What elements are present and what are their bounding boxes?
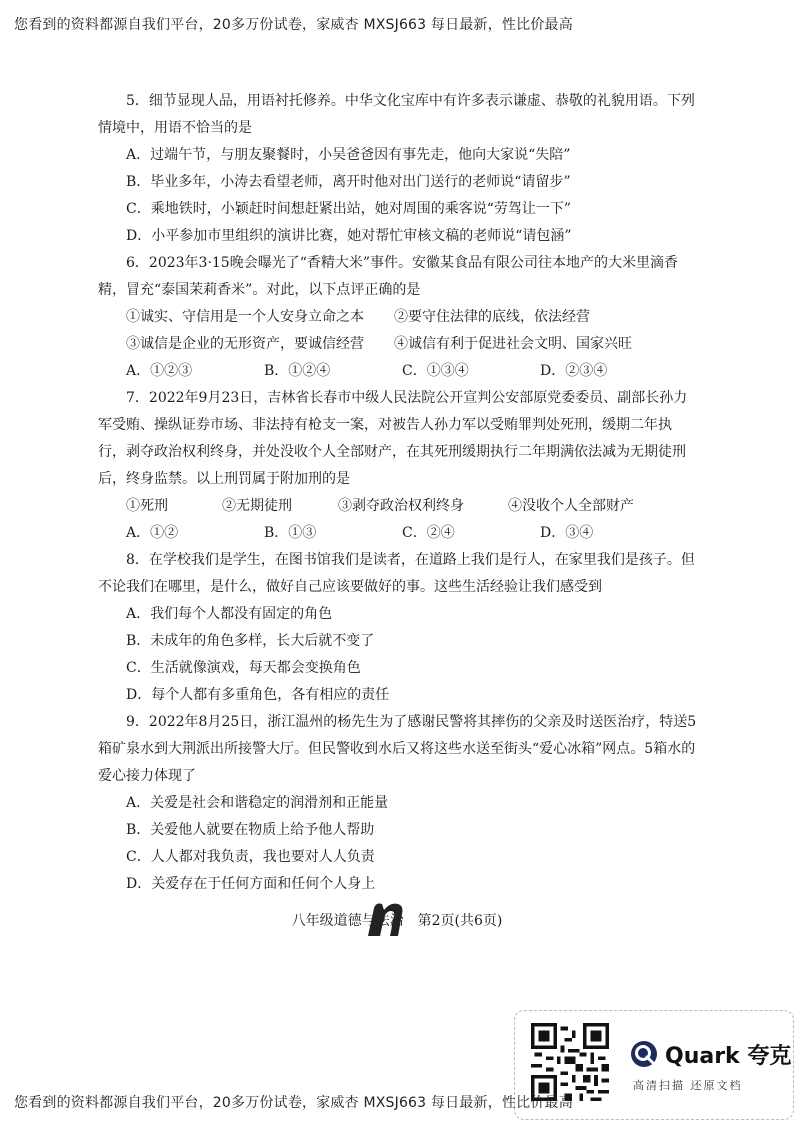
statement-4: ④诚信有利于促进社会文明、国家兴旺 xyxy=(394,336,632,352)
question-9 xyxy=(98,709,698,898)
option-b: B．毕业多年，小涛去看望老师，离开时他对出门送行的老师说“请留步” xyxy=(126,174,571,190)
option-a: A．我们每个人都没有固定的角色 xyxy=(126,606,333,622)
statement-4: ④没收个人全部财产 xyxy=(508,498,634,514)
choice-c: C．②④ xyxy=(402,525,455,541)
footer-subject: 八年级道德与法治 xyxy=(291,913,404,929)
statement-row xyxy=(98,331,698,358)
choice-d: D．②③④ xyxy=(540,363,608,379)
option-b: B．关爱他人就要在物质上给予他人帮助 xyxy=(126,822,375,838)
choice-b: B．①③ xyxy=(264,525,317,541)
choice-d: D．③④ xyxy=(540,525,594,541)
choice-row xyxy=(98,358,698,385)
statement-row xyxy=(98,304,698,331)
question-7 xyxy=(98,385,698,547)
choice-row xyxy=(98,520,698,547)
question-5 xyxy=(98,88,698,250)
statement-1: ①诚实、守信用是一个人安身立命之本 xyxy=(126,309,364,325)
choice-b: B．①②④ xyxy=(264,363,331,379)
option-a: A．过端午节，与朋友聚餐时，小吴爸爸因有事先走，他向大家说“失陪” xyxy=(126,147,571,163)
option-c: C．人人都对我负责，我也要对人人负责 xyxy=(126,849,375,865)
option-c: C．生活就像演戏，每天都会变换角色 xyxy=(126,660,361,676)
choice-a: A．①②③ xyxy=(126,363,193,379)
question-stem: 5．细节显现人品，用语衬托修养。中华文化宝库中有许多表示谦虚、恭敬的礼貌用语。下列情境中，用语不恰当的是 xyxy=(98,93,695,136)
watermark-banner-top: 您看到的资料都源自我们平台，20多万份试卷，家威杏 MXSJ663 每日最新，性比价最高 xyxy=(14,17,573,33)
watermark-banner-bottom: 您看到的资料都源自我们平台，20多万份试卷，家威杏 MXSJ663 每日最新，性比价最高 xyxy=(14,1095,573,1111)
question-stem: 9．2022年8月25日，浙江温州的杨先生为了感谢民警将其摔伤的父亲及时送医治疗，特送5箱矿泉水到大荆派出所接警大厅。但民警收到水后又将这些水送至街头“爱心冰箱”网点。5箱水的爱心接力体现了 xyxy=(98,714,697,784)
option-d: D．关爱存在于任何方面和任何个人身上 xyxy=(126,876,376,892)
statement-2: ②要守住法律的底线，依法经营 xyxy=(394,309,590,325)
option-b: B．未成年的角色多样，长大后就不变了 xyxy=(126,633,375,649)
option-a: A．关爱是社会和谐稳定的润滑剂和正能量 xyxy=(126,795,389,811)
question-8 xyxy=(98,547,698,709)
quark-tagline: 高清扫描 还原文档 xyxy=(633,1079,743,1092)
choice-c: C．①③④ xyxy=(402,363,469,379)
statement-3: ③诚信是企业的无形资产，要诚信经营 xyxy=(126,336,364,352)
statement-row xyxy=(98,493,698,520)
question-stem: 8．在学校我们是学生，在图书馆我们是读者，在道路上我们是行人，在家里我们是孩子。但不论我们在哪里，是什么，做好自己应该要做好的事。这些生活经验让我们感受到 xyxy=(98,552,695,595)
question-6 xyxy=(98,250,698,385)
option-c: C．乘地铁时，小颖赶时间想赶紧出站，她对周围的乘客说“劳驾让一下” xyxy=(126,201,572,217)
option-d: D．每个人都有多重角色，各有相应的责任 xyxy=(126,687,390,703)
choice-a: A．①② xyxy=(126,525,179,541)
question-stem: 7．2022年9月23日，吉林省长春市中级人民法院公开宣判公安部原党委委员、副部长孙力军受贿、操纵证券市场、非法持有枪支一案，对被告人孙力军以受贿罪判处死刑，缓期二年执行，剥夺政治权利终身，并处没收个人全部财产，在其死刑缓期执行二年期满依法减为无期徒刑后，终身监禁。以上刑罚属于附加刑的是 xyxy=(98,390,688,487)
option-d: D．小平参加市里组织的演讲比赛，她对帮忙审核文稿的老师说“请包涵” xyxy=(126,228,572,244)
quark-brand-name: Quark 夸克 xyxy=(665,1044,792,1069)
question-stem: 6．2023年3·15晚会曝光了“香精大米”事件。安徽某食品有限公司往本地产的大米里滴香精，冒充“泰国茉莉香米”。对此，以下点评正确的是 xyxy=(98,255,679,298)
statement-1: ①死刑 xyxy=(126,498,168,514)
statement-2: ②无期徒刑 xyxy=(222,498,292,514)
n-logo-icon xyxy=(362,896,408,942)
statement-3: ③剥夺政治权利终身 xyxy=(338,498,464,514)
qr-code-icon xyxy=(531,1023,609,1101)
question-list xyxy=(98,88,698,898)
quark-logo-icon xyxy=(629,1039,659,1069)
footer-page-number: 第2页(共6页) xyxy=(417,913,503,929)
